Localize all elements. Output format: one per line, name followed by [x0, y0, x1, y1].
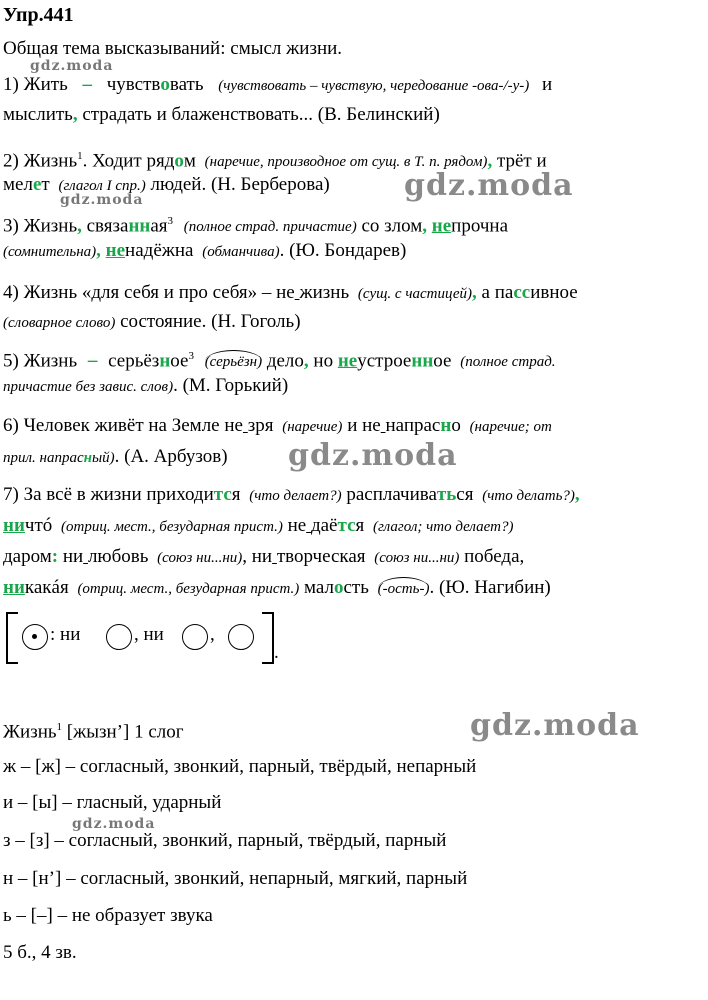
s7-note: (что делает?) — [249, 488, 342, 504]
s2-l2-a: мел — [3, 174, 33, 195]
s1-dash: – — [82, 74, 92, 95]
s3-text-g: . (Ю. Бондарев) — [279, 240, 407, 261]
s2-text-c: м — [183, 150, 196, 172]
s3-sup: 3 — [167, 215, 174, 227]
s5-note3: причастие без завис. слов) — [3, 379, 174, 395]
s7-l3-f: победа, — [459, 546, 525, 567]
s1-word: чувств — [106, 74, 161, 95]
s5-highlight-2: нн — [411, 350, 434, 372]
s7-l4-a: какáя — [24, 577, 69, 598]
sentence-4-line-1 — [3, 282, 578, 305]
s1-note: (чувствовать – чувствую, чередование -ова-/-у-) — [218, 78, 530, 94]
s6-note: (наречие) — [282, 419, 343, 435]
phon-sup: 1 — [56, 721, 63, 733]
s7-text-a: 7) За всё в жизни приходи — [3, 484, 214, 505]
s3-note: (полное страд. причастие) — [183, 219, 357, 236]
s3-text-f: надёжна — [125, 240, 194, 261]
scheme-end: . — [274, 642, 279, 663]
s5-ne: не — [337, 350, 358, 372]
watermark-3: gdz.moda — [60, 192, 144, 208]
s5-note: (серьёзн) — [205, 350, 262, 373]
s5-text-d: дело — [266, 350, 304, 372]
theme-line: Общая тема высказываний: смысл жизни. — [3, 38, 343, 59]
s2-note: (наречие, производное от сущ. в Т. п. рядом) — [204, 154, 488, 171]
s5-text-g: ое — [433, 350, 452, 372]
sentence-7-line-4 — [3, 577, 551, 600]
s5-text-e: но — [308, 350, 338, 372]
s7-text-b: я — [231, 484, 241, 505]
s7-note3: (отриц. мест., безударная прист.) — [61, 519, 283, 535]
sentence-3-line-1 — [3, 210, 508, 238]
s1-l2-text: мыслить — [3, 104, 73, 125]
phon-row-6: 5 б., 4 зв. — [3, 942, 77, 963]
s4-text-c: а па — [476, 282, 514, 303]
sentence-5-line-1 — [3, 345, 556, 373]
s4-text-b: жизнь — [299, 282, 350, 303]
s3-text-e: прочна — [451, 215, 509, 237]
s3-text-b: связа — [81, 215, 129, 237]
s6-note2: (наречие; от — [469, 419, 552, 435]
sentence-6-line-2 — [3, 446, 228, 469]
s7-l4-b: мал — [299, 577, 334, 598]
s7-text-c: расплачива — [341, 484, 437, 505]
s6-highlight: н — [440, 415, 452, 436]
phon-row-1: ж – [ж] – согласный, звонкий, парный, твёрдый, непарный — [3, 756, 477, 777]
s6-note3-highlight: н — [83, 450, 92, 466]
s4-highlight: сс — [513, 282, 531, 303]
s5-text-h: . (М. Горький) — [173, 375, 289, 396]
s1-word-end: вать — [169, 74, 204, 95]
s6-text-f: . (А. Арбузов) — [114, 446, 228, 467]
s3-comma: , — [77, 215, 82, 237]
sentence-7-line-1 — [3, 484, 580, 507]
s3-note3: (обманчива) — [202, 244, 280, 260]
sentence-6-line-1 — [3, 415, 552, 438]
s3-comma2: , — [422, 215, 428, 237]
s7-colon: : — [51, 546, 59, 567]
sentence-2-line-2 — [3, 174, 330, 197]
s4-note: (сущ. с частицей) — [357, 286, 473, 302]
s6-note3a: прил. напрас — [3, 450, 84, 466]
s7-highlight: тс — [213, 484, 232, 505]
s4-comma: , — [472, 282, 477, 303]
sentence-1-line-2 — [3, 104, 440, 126]
s6-text-d: напрас — [385, 415, 441, 436]
s3-ne2: не — [105, 240, 126, 261]
s4-text-e: состояние. (Н. Гоголь) — [115, 311, 301, 332]
s1-tail: и — [542, 74, 553, 95]
phon-row-3: з – [з] – согласный, звонкий, парный, твёрдый, парный — [3, 830, 447, 851]
s7-comma: , — [574, 484, 580, 505]
watermark-2: gdz.moda — [404, 168, 574, 203]
sentence-4-line-2 — [3, 311, 301, 334]
watermark-1: gdz.moda — [30, 58, 114, 74]
watermark-4: gdz.moda — [288, 438, 458, 473]
scheme-right-bracket — [262, 612, 274, 664]
s7-l4-highlight: о — [334, 577, 344, 598]
s7-note8: (-ость-) — [378, 577, 430, 600]
sentence-7-line-2 — [3, 515, 513, 538]
s6-text-c: и не — [342, 415, 381, 436]
s6-note3b: ый) — [91, 450, 115, 466]
s7-note5: (союз ни...ни) — [157, 550, 243, 566]
s7-l2-c: даё — [310, 515, 338, 536]
s5-comma: , — [303, 350, 309, 372]
s1-l2-rest: страдать и блаженствовать... (В. Белинский) — [77, 104, 440, 125]
s7-ni: ни — [3, 515, 25, 536]
s7-l4-c: сть — [343, 577, 369, 598]
s1-text-a: 1) Жить — [3, 74, 68, 95]
s7-text-d: ся — [456, 484, 474, 505]
s2-text-a: 2) Жизнь — [3, 150, 78, 172]
s7-note6: (союз ни...ни) — [374, 550, 460, 566]
s1-comma: , — [72, 104, 78, 125]
s7-l2-b: не — [282, 515, 307, 536]
s2-note2: (глагол I спр.) — [58, 178, 146, 194]
s5-note2: (полное страд. — [460, 354, 556, 371]
s2-text-d: трёт и — [492, 150, 547, 172]
scheme-dot — [32, 634, 37, 639]
s7-l2-d: я — [355, 515, 365, 536]
watermark-6: gdz.moda — [72, 816, 156, 832]
s7-l3-e: творческая — [276, 546, 366, 567]
s5-dash: – — [87, 350, 98, 372]
s7-l4-d: . (Ю. Нагибин) — [429, 577, 551, 598]
s7-l3-b: ни — [58, 546, 84, 567]
s7-l2-a: чтó — [24, 515, 53, 536]
sentence-scheme — [6, 612, 278, 664]
s3-note2: (сомнительна) — [3, 244, 97, 260]
s3-comma3: , — [96, 240, 101, 261]
s4-text-a: 4) Жизнь «для себя и про себя» – не — [3, 282, 295, 303]
s3-highlight: нн — [128, 215, 151, 237]
phon-word: Жизнь — [3, 721, 57, 743]
s7-note4: (глагол; что делает?) — [373, 519, 514, 535]
s5-text-c: ое — [170, 350, 189, 372]
s7-note2: (что делать?) — [482, 488, 575, 504]
s5-highlight: н — [159, 350, 171, 372]
s2-text-b: . Ходит ряд — [82, 150, 175, 172]
s7-highlight-2: ть — [436, 484, 457, 505]
scheme-circle-4 — [228, 624, 254, 650]
watermark-5: gdz.moda — [470, 708, 640, 743]
sentence-7-line-3 — [3, 546, 524, 569]
exercise-title: Упр.441 — [3, 4, 74, 26]
s3-text-a: 3) Жизнь — [3, 215, 78, 237]
s1-word-highlight: о — [160, 74, 170, 95]
s7-l2-highlight: тс — [337, 515, 356, 536]
s7-ni-2: ни — [3, 577, 25, 598]
s3-ne: не — [431, 215, 452, 237]
scheme-text-2: , ни — [134, 624, 164, 645]
phon-row-4: н – [н’] – согласный, звонкий, непарный, мягкий, парный — [3, 868, 468, 889]
phon-transcription: [жызн’] 1 слог — [62, 721, 184, 743]
s7-l3-d: , ни — [242, 546, 273, 567]
s6-text-b: зря — [247, 415, 274, 436]
s4-text-d: ивное — [530, 282, 578, 303]
sentence-3-line-2 — [3, 240, 406, 263]
s3-text-c: ая — [150, 215, 168, 237]
s3-text-d: со злом — [361, 215, 423, 237]
s2-highlight: о — [174, 150, 184, 172]
sentence-1-line-1 — [3, 74, 552, 97]
s7-l3-a: даром — [3, 546, 52, 567]
phon-row-5: ь – [–] – не образует звука — [3, 905, 213, 926]
scheme-circle-3 — [182, 624, 208, 650]
s2-l2-b: т — [41, 174, 50, 195]
s7-note7: (отриц. мест., безударная прист.) — [77, 581, 300, 597]
s2-l2-highlight: е — [32, 174, 42, 195]
scheme-left-bracket — [6, 612, 18, 664]
sentence-5-line-2 — [3, 375, 288, 398]
s4-note2: (словарное слово) — [3, 315, 116, 331]
s6-text-e: о — [451, 415, 461, 436]
phonetic-head — [3, 716, 184, 743]
phon-row-2: и – [ы] – гласный, ударный — [3, 792, 222, 813]
scheme-circle-2 — [106, 624, 132, 650]
scheme-text-3: , — [210, 624, 215, 645]
s5-text-b: серьёз — [103, 350, 160, 372]
s2-sup: 1 — [77, 150, 83, 162]
s6-text-a: 6) Человек живёт на Земле не — [3, 415, 243, 436]
s7-l3-c: любовь — [87, 546, 149, 567]
s5-text-a: 5) Жизнь — [3, 350, 78, 372]
s5-sup: 3 — [188, 350, 194, 362]
s2-comma: , — [487, 150, 493, 172]
s5-text-f: устрое — [357, 350, 412, 372]
scheme-text-1: : ни — [50, 624, 81, 645]
s2-l2-c: людей. (Н. Берберова) — [145, 174, 330, 195]
